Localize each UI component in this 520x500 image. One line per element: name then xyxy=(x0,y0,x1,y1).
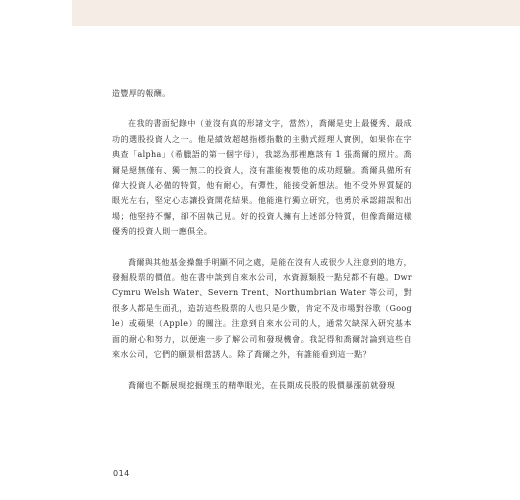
paragraph: 喬爾與其他基金操盤手明顯不同之處，是能在沒有人或很少人注意到的地方，發掘股票的價值。他在書中談到自來水公司，水資源類股一點兒都不有趣。Dwr Cymru Welsh Water、Severn Trent、Northumbrian Water 等公司，對很多人都是生面孔，造訪這些股票的人也只是少數，肯定不及市場對谷歌（Google）或蘋果（Apple）的關注。注意到自來水公司的人，通常欠缺深入研究基本面的耐心和努力，以便進一步了解公司和發現機會。我記得和喬爾討論到這些自來水公司，它們的願景相當誘人。除了喬爾之外，有誰能看到這一點？ xyxy=(112,257,412,360)
paragraph: 造豐厚的報酬。 xyxy=(112,89,171,98)
page-number: 014 xyxy=(113,469,130,478)
header-accent-band xyxy=(72,0,520,26)
paragraph: 在我的書面紀錄中（並沒有真的形諸文字，當然），喬爾是史上最優秀、最成功的選股投資人之一。他是績效超越指標指數的主動式經理人實例，如果你在字典查「alpha」（希臘語的第一個字母），我認為那裡應該有 1 張喬爾的照片。喬爾是絕無僅有、獨一無二的投資人，沒有誰能複製他的成功經驗。喬爾具備所有偉大投資人必備的特質，他有耐心，有彈性，能接受新想法。他不受外界質疑的眼光左右，堅定心志讓投資開花結果。他能進行獨立研究，也勇於承認錯誤和出場；他堅持不懈，卻不固執己見。好的投資人擁有上述部分特質，但像喬爾這樣優秀的投資人則一應俱全。 xyxy=(112,119,412,237)
body-text xyxy=(112,86,412,393)
paragraph: 喬爾也不斷展現挖掘璞玉的精準眼光，在長期成長股的股價暴漲前就發現 xyxy=(128,380,396,390)
